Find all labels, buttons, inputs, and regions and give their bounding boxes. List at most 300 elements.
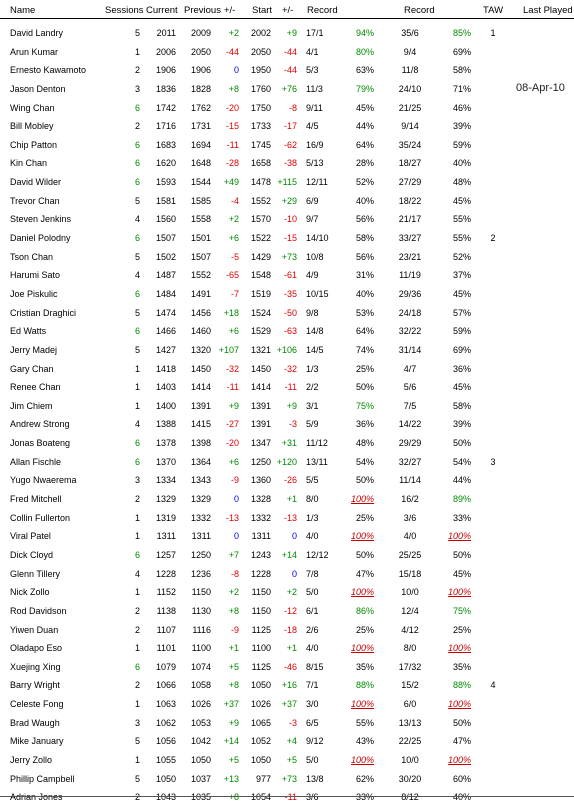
start-rating: 1052 [250,736,271,747]
header-delta-previous[interactable]: +/- [224,5,236,16]
sessions-count: 1 [134,587,140,598]
current-rating: 1043 [155,792,176,803]
player-name: Jerry Madej [10,344,58,355]
previous-rating: 1364 [190,456,211,467]
delta-previous: +5 [228,754,239,765]
current-rating: 1055 [155,754,176,765]
table-row[interactable] [0,267,574,286]
session-record: 1/3 [306,363,319,374]
current-rating: 1370 [155,456,176,467]
table-row[interactable] [0,584,574,603]
start-rating: 1450 [250,363,271,374]
start-rating: 1100 [251,643,271,654]
delta-start: -10 [283,214,297,225]
start-rating: 1150 [251,587,271,598]
current-rating: 2011 [156,28,176,38]
delta-previous: +8 [228,680,239,691]
table-row[interactable] [0,230,574,249]
overall-win-pct: 36% [452,363,471,374]
session-win-pct: 31% [355,270,374,281]
session-record: 5/13 [306,158,324,169]
overall-win-pct: 45% [452,195,471,206]
current-rating: 1466 [155,326,176,337]
player-name: Bill Mobley [10,121,54,132]
delta-start: -8 [288,102,297,113]
table-row[interactable] [0,677,574,696]
overall-win-pct: 48% [452,177,471,188]
table-row[interactable] [0,435,574,454]
start-rating: 1321 [250,344,271,355]
overall-record: 15/18 [398,568,422,579]
table-row[interactable] [0,510,574,529]
sessions-count: 3 [134,717,140,728]
overall-record: 32/22 [398,326,422,337]
overall-win-pct: 40% [452,792,471,803]
table-row[interactable] [0,118,574,137]
sessions-count: 2 [134,792,140,803]
delta-start: +14 [281,549,297,560]
sessions-count: 6 [134,288,140,299]
current-rating: 1487 [155,270,176,281]
header-start[interactable]: Start [252,5,273,16]
table-row[interactable] [0,659,574,678]
player-name: Joe Piskulic [10,288,58,299]
header-record-overall[interactable]: Record [404,5,435,16]
table-row[interactable] [0,752,574,771]
session-record: 6/1 [306,605,319,616]
overall-record: 4/0 [403,531,417,542]
delta-previous: +6 [228,456,239,467]
table-row[interactable] [0,249,574,268]
overall-win-pct: 39% [452,419,471,430]
player-name: Andrew Strong [10,419,70,430]
session-win-pct: 53% [355,307,374,318]
session-win-pct: 40% [355,195,374,206]
session-record: 9/8 [306,307,319,318]
table-row[interactable] [0,286,574,305]
overall-record: 18/27 [398,158,422,169]
player-name: Adrian Jones [10,792,63,803]
delta-start: -11 [284,792,297,803]
current-rating: 1742 [155,102,176,113]
sessions-count: 1 [134,754,140,765]
delta-start: +73 [281,773,297,784]
player-name: Trevor Chan [10,195,60,206]
overall-win-pct: 57% [452,307,471,318]
start-rating: 1522 [250,233,271,244]
overall-win-pct: 69% [452,344,471,355]
table-row[interactable] [0,771,574,790]
start-rating: 1745 [250,139,271,150]
overall-win-pct: 100% [447,587,471,598]
delta-previous: +18 [223,307,239,318]
sessions-count: 1 [134,512,140,523]
session-record: 9/7 [306,214,319,225]
session-record: 2/6 [306,624,319,635]
table-row[interactable] [0,789,574,808]
player-name: Yugo Nwaerema [10,475,77,486]
player-name: Jim Chiem [10,400,53,411]
previous-rating: 1544 [190,177,211,188]
table-row[interactable] [0,398,574,417]
overall-record: 3/6 [403,512,417,523]
header-last-played[interactable]: Last Played [523,5,573,16]
overall-record: 10/0 [401,587,419,598]
player-name: Harumi Sato [10,270,61,281]
delta-start: +5 [286,754,297,765]
start-rating: 1429 [250,251,271,262]
table-row[interactable] [0,137,574,156]
delta-start: -12 [283,605,297,616]
header-current[interactable]: Current [146,5,178,16]
delta-previous: +8 [228,792,239,803]
header-previous[interactable]: Previous [184,5,221,16]
overall-win-pct: 85% [452,28,471,38]
start-rating: 1328 [250,494,271,505]
previous-rating: 1236 [190,568,211,579]
overall-record: 21/25 [398,102,422,113]
current-rating: 1329 [155,494,176,505]
table-row[interactable] [0,547,574,566]
previous-rating: 1391 [190,400,211,411]
sessions-count: 4 [134,214,140,225]
session-win-pct: 80% [355,46,374,57]
table-row[interactable] [0,715,574,734]
delta-start: -3 [288,717,297,728]
session-win-pct: 64% [355,139,374,150]
player-name: Cristian Draghici [10,307,77,318]
table-row[interactable] [0,193,574,212]
delta-previous: +2 [228,214,239,225]
session-win-pct: 100% [350,494,374,505]
delta-previous: -28 [225,158,239,169]
overall-win-pct: 100% [447,643,471,654]
previous-rating: 1311 [191,531,211,542]
header-sessions[interactable]: Sessions [105,5,144,16]
current-rating: 1560 [155,214,176,225]
current-rating: 1400 [155,400,176,411]
table-row[interactable] [0,62,574,81]
start-rating: 1311 [251,531,271,542]
player-name: Nick Zollo [10,587,50,598]
overall-record: 7/5 [403,400,417,411]
start-rating: 1478 [250,177,271,188]
player-name: Jerry Zollo [10,754,53,765]
table-row[interactable] [0,640,574,659]
player-name: Xuejing Xing [10,661,61,672]
delta-start: -18 [283,624,297,635]
previous-rating: 1250 [190,549,211,560]
current-rating: 1474 [155,307,176,318]
delta-start: -44 [283,65,297,76]
session-record: 9/11 [306,102,323,113]
session-record: 11/12 [306,438,328,449]
current-rating: 1056 [155,736,176,747]
previous-rating: 1050 [190,754,211,765]
header-taw[interactable]: TAW [483,5,504,16]
current-rating: 1063 [155,699,176,710]
table-row[interactable] [0,472,574,491]
current-rating: 1228 [155,568,176,579]
overall-win-pct: 50% [452,549,471,560]
start-rating: 1570 [250,214,271,225]
table-row[interactable] [0,379,574,398]
delta-previous: +14 [223,736,239,747]
overall-record: 12/4 [401,605,419,616]
overall-record: 32/27 [398,456,422,467]
overall-record: 31/14 [398,344,422,355]
delta-start: -38 [283,158,297,169]
header-delta-start[interactable]: +/- [282,5,294,16]
delta-previous: -4 [230,195,239,206]
player-name: Dick Cloyd [10,549,54,560]
delta-start: 0 [291,568,297,579]
current-rating: 1683 [155,139,176,150]
sessions-count: 5 [134,773,140,784]
overall-record: 9/14 [401,121,419,132]
table-row[interactable] [0,81,574,100]
overall-win-pct: 50% [452,438,471,449]
player-name: Arun Kumar [10,46,59,57]
delta-previous: -9 [230,624,239,635]
session-record: 5/3 [306,65,319,76]
player-name: Brad Waugh [10,717,60,728]
table-row[interactable] [0,361,574,380]
table-row[interactable] [0,528,574,547]
session-record: 10/8 [306,251,324,262]
previous-rating: 1332 [190,512,211,523]
session-record: 4/1 [306,46,319,57]
start-rating: 1228 [250,568,271,579]
header-name[interactable]: Name [10,5,36,16]
session-win-pct: 74% [355,344,374,355]
table-row[interactable] [0,566,574,585]
current-rating: 1152 [156,587,176,598]
session-record: 4/5 [306,121,319,132]
session-record: 17/1 [306,28,324,38]
delta-previous: +5 [228,661,239,672]
delta-previous: 0 [233,494,239,505]
previous-rating: 1026 [190,699,211,710]
table-row[interactable] [0,44,574,63]
overall-win-pct: 45% [452,568,471,579]
previous-rating: 1053 [190,717,211,728]
sessions-count: 4 [134,419,140,430]
overall-record: 35/24 [398,139,422,150]
overall-win-pct: 58% [452,65,471,76]
header-record-session[interactable]: Record [307,5,338,16]
overall-record: 4/7 [403,363,417,374]
start-rating: 1414 [250,382,271,393]
sessions-count: 1 [134,699,140,710]
delta-previous: +13 [223,773,239,784]
header-divider [0,18,574,19]
delta-start: +76 [281,83,297,94]
table-row[interactable] [0,305,574,324]
delta-previous: -11 [226,139,239,150]
start-rating: 1050 [250,680,271,691]
session-win-pct: 40% [355,288,374,299]
current-rating: 1101 [156,643,176,654]
player-name: Kin Chan [10,158,48,169]
previous-rating: 1491 [190,288,211,299]
sessions-count: 2 [134,494,140,505]
sessions-count: 1 [134,400,140,411]
table-row[interactable] [0,491,574,510]
session-win-pct: 25% [355,512,374,523]
table-row[interactable] [0,211,574,230]
table-row[interactable] [0,174,574,193]
start-rating: 1391 [250,419,271,430]
session-win-pct: 100% [350,587,374,598]
delta-start: +37 [281,699,297,710]
table-header [0,0,574,18]
overall-record: 8/0 [403,643,417,654]
table-row[interactable] [0,155,574,174]
overall-win-pct: 33% [452,512,471,523]
overall-win-pct: 54% [452,456,471,467]
sessions-count: 4 [134,568,140,579]
delta-start: -3 [288,419,297,430]
session-win-pct: 62% [355,773,374,784]
table-row[interactable] [0,622,574,641]
sessions-count: 2 [134,121,140,132]
session-record: 9/12 [306,736,324,747]
delta-previous: -13 [225,512,239,523]
overall-record: 29/29 [398,438,422,449]
footer-divider [0,796,574,797]
session-record: 4/9 [306,270,319,281]
sessions-count: 1 [134,46,140,57]
overall-record: 23/21 [398,251,422,262]
delta-start: +106 [276,344,297,355]
sessions-count: 6 [134,158,140,169]
player-name: Glenn Tillery [10,568,61,579]
taw-rank: 3 [490,456,496,467]
start-rating: 1360 [250,475,271,486]
delta-start: +1 [286,494,297,505]
sessions-count: 6 [134,661,140,672]
session-record: 5/5 [306,475,319,486]
start-rating: 1332 [250,512,271,523]
current-rating: 1107 [156,624,176,635]
current-rating: 1507 [155,233,176,244]
previous-rating: 1074 [190,661,211,672]
previous-rating: 1150 [191,587,211,598]
table-row[interactable] [0,416,574,435]
delta-previous: 0 [233,531,239,542]
delta-previous: +6 [228,326,239,337]
overall-record: 22/25 [398,736,422,747]
previous-rating: 1585 [190,195,211,206]
overall-record: 35/6 [401,28,419,38]
overall-win-pct: 88% [452,680,471,691]
delta-start: +9 [286,400,297,411]
sessions-count: 5 [134,28,140,38]
session-win-pct: 47% [355,568,374,579]
player-name: Tson Chan [10,251,54,262]
delta-previous: +1 [228,643,239,654]
sessions-count: 6 [134,233,140,244]
table-row[interactable] [0,733,574,752]
start-rating: 1391 [250,400,271,411]
previous-rating: 1648 [190,158,211,169]
current-rating: 1593 [155,177,176,188]
delta-previous: -7 [230,288,239,299]
previous-rating: 1320 [190,344,211,355]
table-row[interactable] [0,100,574,119]
session-record: 5/0 [306,587,319,598]
session-record: 7/8 [306,568,319,579]
session-win-pct: 100% [350,643,374,654]
session-win-pct: 58% [355,233,374,244]
overall-win-pct: 40% [452,158,471,169]
delta-start: -17 [283,121,297,132]
session-record: 12/12 [306,549,329,560]
sessions-count: 6 [134,549,140,560]
delta-previous: +107 [218,344,239,355]
session-record: 5/9 [306,419,319,430]
table-row[interactable] [0,342,574,361]
current-rating: 1319 [155,512,176,523]
session-win-pct: 100% [350,531,374,542]
player-name: Ed Watts [10,326,47,337]
session-record: 4/0 [306,531,319,542]
session-record: 2/2 [306,382,319,393]
overall-win-pct: 35% [452,661,471,672]
table-row[interactable] [0,603,574,622]
player-name: Fred Mitchell [10,494,62,505]
table-row[interactable] [0,323,574,342]
delta-start: -35 [283,288,297,299]
overall-win-pct: 52% [452,251,471,262]
session-win-pct: 56% [355,251,374,262]
overall-win-pct: 100% [447,699,471,710]
session-win-pct: 88% [355,680,374,691]
table-row[interactable] [0,696,574,715]
current-rating: 1620 [155,158,176,169]
start-rating: 1519 [250,288,271,299]
previous-rating: 1042 [190,736,211,747]
start-rating: 1065 [250,717,271,728]
session-win-pct: 63% [355,65,374,76]
start-rating: 1026 [250,699,271,710]
session-record: 5/0 [306,754,319,765]
delta-start: -13 [283,512,297,523]
overall-record: 11/8 [401,65,419,76]
overall-win-pct: 47% [452,736,471,747]
delta-start: -11 [284,382,297,393]
sessions-count: 5 [134,736,140,747]
current-rating: 1403 [155,382,176,393]
overall-record: 10/0 [401,754,419,765]
delta-start: +120 [276,456,297,467]
delta-start: -32 [283,363,297,374]
player-name: Mike January [10,736,64,747]
delta-start: -26 [283,475,297,486]
previous-rating: 1731 [190,121,211,132]
previous-rating: 1507 [190,251,211,262]
delta-previous: +37 [223,699,239,710]
delta-previous: +49 [223,177,239,188]
player-name: Allan Fischle [10,456,62,467]
table-row[interactable] [0,454,574,473]
table-row[interactable] [0,25,574,44]
session-record: 8/15 [306,661,324,672]
overall-win-pct: 59% [452,139,471,150]
delta-start: +115 [277,177,297,188]
session-record: 3/6 [306,792,319,803]
